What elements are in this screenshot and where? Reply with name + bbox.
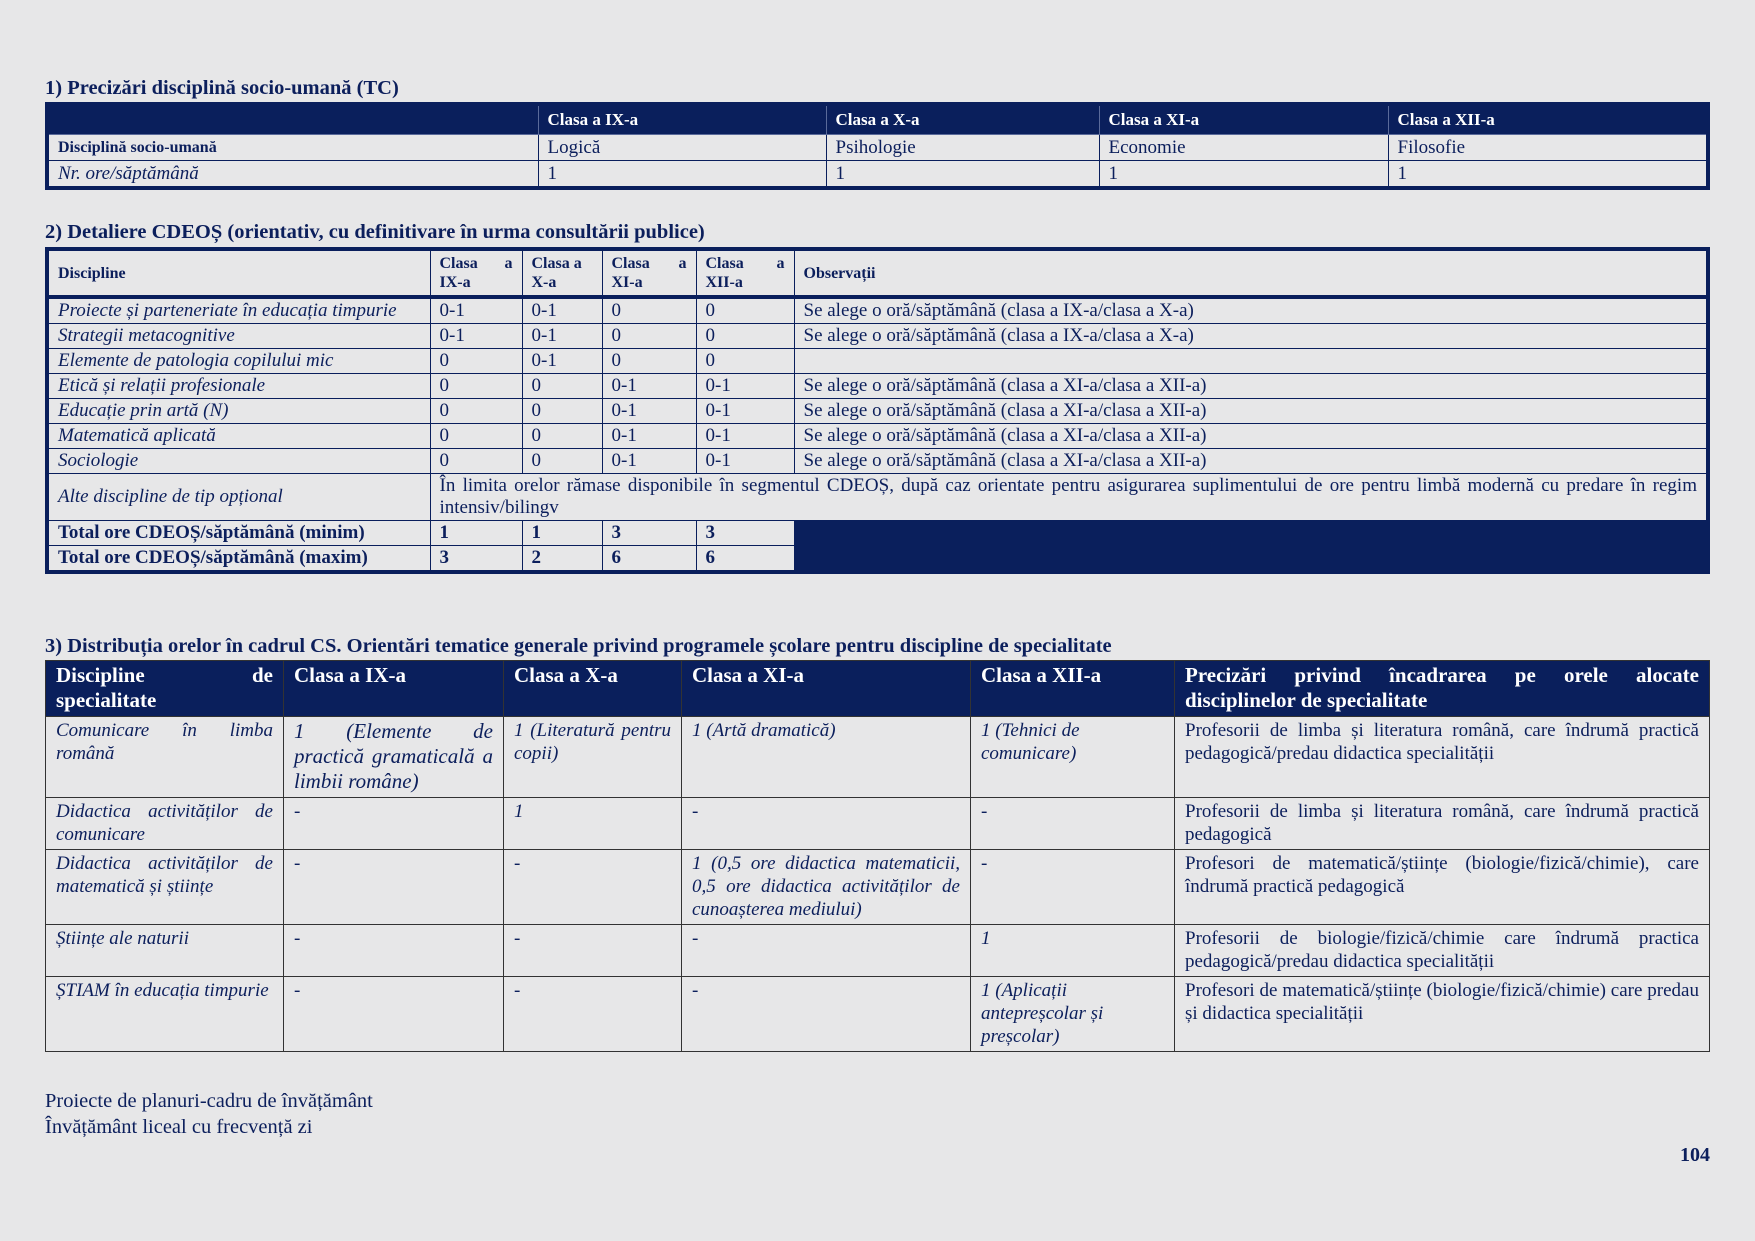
section3-title: 3) Distribuția orelor în cadrul CS. Orientări tematice generale privind programele școlare pentru discipline de specialitate — [45, 635, 1112, 657]
table-cell: - — [682, 798, 971, 850]
table-cell: 0-1 — [522, 297, 602, 324]
table-cell: 1 — [1388, 161, 1708, 189]
table-cell: Științe ale naturii — [46, 925, 284, 977]
table-header-cell: Clasa a X-a — [504, 661, 682, 717]
table-cell: 3 — [696, 521, 794, 546]
table-cell: Nr. ore/săptămână — [47, 161, 538, 189]
table-cell: Se alege o oră/săptămână (clasa a XI-a/clasa a XII-a) — [794, 374, 1708, 399]
table-row — [47, 399, 1708, 424]
table-cell: 0-1 — [522, 349, 602, 374]
table-cell: - — [284, 977, 504, 1052]
table-cell: Se alege o oră/săptămână (clasa a XI-a/clasa a XII-a) — [794, 449, 1708, 474]
table-cell: 6 — [602, 546, 696, 573]
table-cell: Total ore CDEOȘ/săptămână (maxim) — [47, 546, 430, 573]
table-header-cell: Clasa a XI-a — [602, 249, 696, 297]
table-cell: Se alege o oră/săptămână (clasa a XI-a/clasa a XII-a) — [794, 424, 1708, 449]
table-cell: - — [504, 850, 682, 925]
table-header-row — [46, 661, 1710, 717]
table-cell: Economie — [1099, 135, 1388, 161]
table-cell: Etică și relații profesionale — [47, 374, 430, 399]
table-cell: - — [284, 798, 504, 850]
table-header-cell: Observații — [794, 249, 1708, 297]
table-cell: 0-1 — [430, 297, 522, 324]
table-cell: 0 — [522, 374, 602, 399]
table-cell: 1 — [538, 161, 826, 189]
table-cell: 0-1 — [522, 324, 602, 349]
table-header-cell: Clasa a IX-a — [430, 249, 522, 297]
table-cell: Profesorii de limba și literatura română, care îndrumă practică pedagogică/predau didactica specialității — [1175, 717, 1710, 798]
table-header-row — [47, 104, 1708, 135]
table-cell: 1 (Tehnici de comunicare) — [971, 717, 1175, 798]
table-cell: 0 — [522, 449, 602, 474]
table-row — [47, 297, 1708, 324]
section1-title: 1) Precizări disciplină socio-umană (TC) — [45, 77, 399, 99]
section1-table — [45, 102, 1710, 190]
table-cell: - — [504, 977, 682, 1052]
table-header-cell: Clasa a IX-a — [538, 104, 826, 135]
table-cell: Proiecte și parteneriate în educația timpurie — [47, 297, 430, 324]
table-cell: Se alege o oră/săptămână (clasa a IX-a/clasa a X-a) — [794, 297, 1708, 324]
table-row — [46, 717, 1710, 798]
table-header-cell: Clasa a XII-a — [971, 661, 1175, 717]
table-cell — [794, 349, 1708, 374]
table-row — [47, 374, 1708, 399]
table-row — [46, 977, 1710, 1052]
table-cell: Educație prin artă (N) — [47, 399, 430, 424]
footer-line-1: Proiecte de planuri-cadru de învățământ — [45, 1090, 373, 1112]
table-cell: 1 (0,5 ore didactica matematicii, 0,5 ore didactica activităților de cunoașterea mediului) — [682, 850, 971, 925]
table-row — [47, 424, 1708, 449]
table-cell: Comunicare în limba română — [46, 717, 284, 798]
section3-table — [45, 660, 1710, 1052]
table-header-cell: Discipline de specialitate — [46, 661, 284, 717]
table-row — [46, 850, 1710, 925]
table-cell: 1 (Elemente de practică gramaticală a limbii române) — [284, 717, 504, 798]
table-cell: 0 — [602, 349, 696, 374]
table-row — [47, 474, 1708, 521]
table-row — [46, 925, 1710, 977]
table-cell: Strategii metacognitive — [47, 324, 430, 349]
page-number: 104 — [1680, 1144, 1710, 1166]
table-header-cell: Clasa a X-a — [826, 104, 1099, 135]
table-cell: 0-1 — [696, 374, 794, 399]
table-cell: În limita orelor rămase disponibile în segmentul CDEOȘ, după caz orientate pentru asigurarea suplimentului de ore pentru limbă modernă cu predare în regim intensiv/bilingv — [430, 474, 1708, 521]
table-cell: Alte discipline de tip opțional — [47, 474, 430, 521]
table-cell: 0 — [430, 449, 522, 474]
table-row — [47, 135, 1708, 161]
table-cell: Disciplină socio-umană — [47, 135, 538, 161]
table-header-cell: Clasa a X-a — [522, 249, 602, 297]
table-cell: Se alege o oră/săptămână (clasa a XI-a/clasa a XII-a) — [794, 399, 1708, 424]
table-header-cell: Clasa a XI-a — [682, 661, 971, 717]
table-cell: - — [284, 925, 504, 977]
section2-table — [45, 247, 1710, 574]
table-cell: 0-1 — [696, 399, 794, 424]
table-cell: Profesori de matematică/științe (biologie/fizică/chimie), care îndrumă practică pedagogică — [1175, 850, 1710, 925]
table-cell: 0-1 — [602, 424, 696, 449]
table-cell: - — [682, 977, 971, 1052]
table-cell: 0-1 — [430, 324, 522, 349]
table-cell: Profesori de matematică/științe (biologie/fizică/chimie) care predau și didactica specialității — [1175, 977, 1710, 1052]
table-header-cell: Discipline — [47, 249, 430, 297]
table-cell: - — [971, 850, 1175, 925]
table-cell: Sociologie — [47, 449, 430, 474]
table-row — [47, 349, 1708, 374]
table-cell: 2 — [522, 546, 602, 573]
table-cell: Logică — [538, 135, 826, 161]
table-cell: 0-1 — [696, 449, 794, 474]
table-cell: 1 (Aplicații antepreșcolar și preșcolar) — [971, 977, 1175, 1052]
table-cell: Se alege o oră/săptămână (clasa a IX-a/clasa a X-a) — [794, 324, 1708, 349]
table-cell: Didactica activităților de matematică și științe — [46, 850, 284, 925]
table-header-row — [47, 249, 1708, 297]
table-cell: - — [682, 925, 971, 977]
table-cell: 0 — [522, 399, 602, 424]
table-cell: 0-1 — [602, 399, 696, 424]
section2-title: 2) Detaliere CDEOȘ (orientativ, cu definitivare în urma consultării publice) — [45, 221, 705, 243]
table-cell: 6 — [696, 546, 794, 573]
table-row — [47, 324, 1708, 349]
table-header-cell: Clasa a XII-a — [1388, 104, 1708, 135]
table-header-cell: Clasa a XII-a — [696, 249, 794, 297]
table-row — [47, 161, 1708, 189]
table-cell: Total ore CDEOȘ/săptămână (minim) — [47, 521, 430, 546]
table-cell: 0 — [430, 424, 522, 449]
table-cell: 1 — [971, 925, 1175, 977]
table-cell: - — [284, 850, 504, 925]
table-cell: Didactica activităților de comunicare — [46, 798, 284, 850]
table-cell: 3 — [602, 521, 696, 546]
table-cell: 0 — [602, 324, 696, 349]
table-cell: - — [971, 798, 1175, 850]
table-cell-shaded — [794, 521, 1708, 573]
table-row — [47, 449, 1708, 474]
table-cell: Matematică aplicată — [47, 424, 430, 449]
table-row — [46, 798, 1710, 850]
table-cell: Profesorii de biologie/fizică/chimie care îndrumă practica pedagogică/predau didactica specialității — [1175, 925, 1710, 977]
table-cell: - — [504, 925, 682, 977]
table-cell: 0 — [522, 424, 602, 449]
table-header-cell: Clasa a IX-a — [284, 661, 504, 717]
table-cell: 1 — [504, 798, 682, 850]
table-cell: Elemente de patologia copilului mic — [47, 349, 430, 374]
table-cell: 3 — [430, 546, 522, 573]
table-cell: 1 — [430, 521, 522, 546]
table-cell: 0 — [430, 349, 522, 374]
table-cell: 1 (Literatură pentru copii) — [504, 717, 682, 798]
table-cell: 0 — [696, 297, 794, 324]
table-cell: 0-1 — [602, 374, 696, 399]
footer-line-2: Învățământ liceal cu frecvență zi — [45, 1116, 313, 1138]
table-cell: 1 — [522, 521, 602, 546]
table-cell: Filosofie — [1388, 135, 1708, 161]
table-cell: 0-1 — [696, 424, 794, 449]
table-cell: 0 — [430, 399, 522, 424]
table-cell: 1 — [826, 161, 1099, 189]
table-cell: 0 — [430, 374, 522, 399]
table-cell: Psihologie — [826, 135, 1099, 161]
table-cell: 0 — [602, 297, 696, 324]
table-header-cell — [47, 104, 538, 135]
table-row — [47, 521, 1708, 546]
table-cell: 1 — [1099, 161, 1388, 189]
table-cell: 0 — [696, 324, 794, 349]
table-header-cell: Clasa a XI-a — [1099, 104, 1388, 135]
table-cell: 0 — [696, 349, 794, 374]
table-header-cell: Precizări privind încadrarea pe orele alocate disciplinelor de specialitate — [1175, 661, 1710, 717]
table-cell: Profesorii de limba și literatura română, care îndrumă practică pedagogică — [1175, 798, 1710, 850]
table-cell: 1 (Artă dramatică) — [682, 717, 971, 798]
table-cell: 0-1 — [602, 449, 696, 474]
table-cell: ȘTIAM în educația timpurie — [46, 977, 284, 1052]
